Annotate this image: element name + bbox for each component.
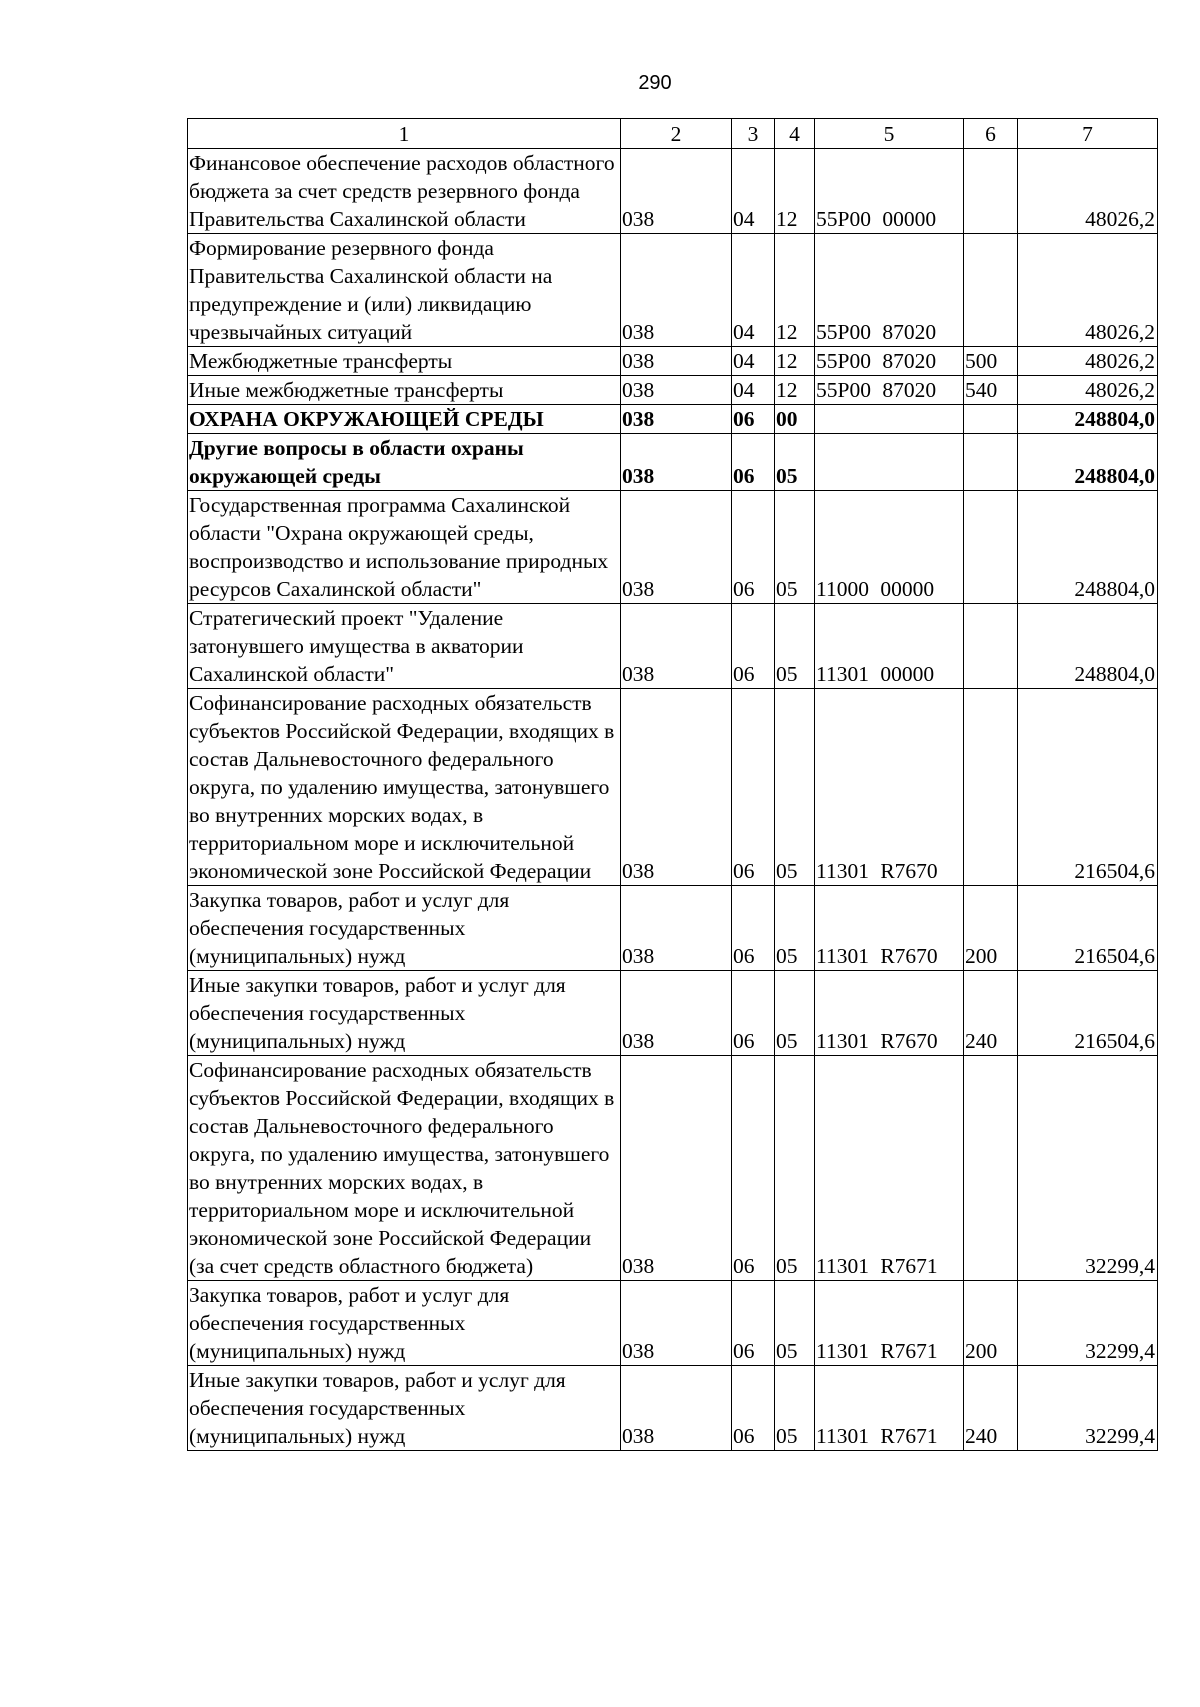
- subsection-code-cell: 05: [775, 1056, 815, 1281]
- table-row: [188, 347, 1158, 376]
- subsection-code-cell: 05: [775, 971, 815, 1056]
- header-cell: 7: [1018, 119, 1158, 149]
- table-header-row: [188, 119, 1158, 149]
- admin-code-cell: 038: [621, 405, 732, 434]
- row-name-cell: ОХРАНА ОКРУЖАЮЩЕЙ СРЕДЫ: [188, 405, 621, 434]
- section-code-cell: 04: [732, 149, 775, 234]
- header-cell: 6: [964, 119, 1018, 149]
- admin-code-cell: 038: [621, 234, 732, 347]
- header-cell: 5: [815, 119, 964, 149]
- target-article-cell: 11000 00000: [815, 491, 964, 604]
- page-number: 290: [638, 72, 672, 94]
- header-cell: 3: [732, 119, 775, 149]
- table-row: [188, 376, 1158, 405]
- expense-type-cell: [964, 491, 1018, 604]
- section-code-cell: 06: [732, 405, 775, 434]
- row-name-cell: Другие вопросы в области охраны окружающей среды: [188, 434, 621, 491]
- header-cell: 4: [775, 119, 815, 149]
- table-row: [188, 1366, 1158, 1451]
- budget-table: [187, 118, 1158, 1451]
- amount-cell: 32299,4: [1018, 1056, 1158, 1281]
- expense-type-cell: [964, 434, 1018, 491]
- section-code-cell: 06: [732, 434, 775, 491]
- admin-code-cell: 038: [621, 1281, 732, 1366]
- target-article-cell: 11301 R7670: [815, 689, 964, 886]
- table-row: [188, 234, 1158, 347]
- amount-cell: 32299,4: [1018, 1366, 1158, 1451]
- subsection-code-cell: 00: [775, 405, 815, 434]
- target-article-cell: 55Р00 87020: [815, 347, 964, 376]
- row-name-cell: Формирование резервного фонда Правительства Сахалинской области на предупреждение и (или) ликвидацию чрезвычайных ситуаций: [188, 234, 621, 347]
- subsection-code-cell: 05: [775, 434, 815, 491]
- target-article-cell: 11301 R7671: [815, 1366, 964, 1451]
- admin-code-cell: 038: [621, 604, 732, 689]
- row-name-cell: Закупка товаров, работ и услуг для обеспечения государственных (муниципальных) нужд: [188, 1281, 621, 1366]
- subsection-code-cell: 12: [775, 234, 815, 347]
- expense-type-cell: [964, 234, 1018, 347]
- table-row: [188, 1281, 1158, 1366]
- header-cell: 1: [188, 119, 621, 149]
- admin-code-cell: 038: [621, 1366, 732, 1451]
- expense-type-cell: 200: [964, 886, 1018, 971]
- expense-type-cell: 500: [964, 347, 1018, 376]
- table-row: [188, 971, 1158, 1056]
- target-article-cell: 55Р00 87020: [815, 376, 964, 405]
- row-name-cell: Софинансирование расходных обязательств субъектов Российской Федерации, входящих в состав Дальневосточного федерального округа, по удалению имущества, затонувшего во внутренних морских водах, в территориальном море и исключительной экономической зоне Российской Федерации: [188, 689, 621, 886]
- table-row: [188, 405, 1158, 434]
- expense-type-cell: 540: [964, 376, 1018, 405]
- amount-cell: 248804,0: [1018, 434, 1158, 491]
- row-name-cell: Государственная программа Сахалинской области "Охрана окружающей среды, воспроизводство и использование природных ресурсов Сахалинской области": [188, 491, 621, 604]
- admin-code-cell: 038: [621, 376, 732, 405]
- table-row: [188, 1056, 1158, 1281]
- row-name-cell: Иные закупки товаров, работ и услуг для обеспечения государственных (муниципальных) нужд: [188, 1366, 621, 1451]
- row-name-cell: Межбюджетные трансферты: [188, 347, 621, 376]
- expense-type-cell: [964, 1056, 1018, 1281]
- section-code-cell: 06: [732, 1056, 775, 1281]
- section-code-cell: 06: [732, 604, 775, 689]
- subsection-code-cell: 12: [775, 149, 815, 234]
- admin-code-cell: 038: [621, 149, 732, 234]
- amount-cell: 216504,6: [1018, 886, 1158, 971]
- subsection-code-cell: 05: [775, 1281, 815, 1366]
- admin-code-cell: 038: [621, 1056, 732, 1281]
- admin-code-cell: 038: [621, 971, 732, 1056]
- table-row: [188, 491, 1158, 604]
- table-row: [188, 689, 1158, 886]
- row-name-cell: Финансовое обеспечение расходов областного бюджета за счет средств резервного фонда Правительства Сахалинской области: [188, 149, 621, 234]
- section-code-cell: 06: [732, 1281, 775, 1366]
- section-code-cell: 06: [732, 971, 775, 1056]
- section-code-cell: 06: [732, 689, 775, 886]
- target-article-cell: 11301 R7671: [815, 1056, 964, 1281]
- amount-cell: 32299,4: [1018, 1281, 1158, 1366]
- section-code-cell: 06: [732, 886, 775, 971]
- section-code-cell: 06: [732, 1366, 775, 1451]
- table-row: [188, 604, 1158, 689]
- expense-type-cell: [964, 604, 1018, 689]
- amount-cell: 248804,0: [1018, 405, 1158, 434]
- amount-cell: 216504,6: [1018, 689, 1158, 886]
- target-article-cell: 11301 R7670: [815, 971, 964, 1056]
- subsection-code-cell: 05: [775, 1366, 815, 1451]
- amount-cell: 248804,0: [1018, 491, 1158, 604]
- subsection-code-cell: 12: [775, 347, 815, 376]
- target-article-cell: 55Р00 00000: [815, 149, 964, 234]
- section-code-cell: 04: [732, 376, 775, 405]
- section-code-cell: 06: [732, 491, 775, 604]
- section-code-cell: 04: [732, 234, 775, 347]
- subsection-code-cell: 05: [775, 604, 815, 689]
- row-name-cell: Софинансирование расходных обязательств субъектов Российской Федерации, входящих в состав Дальневосточного федерального округа, по удалению имущества, затонувшего во внутренних морских водах, в территориальном море и исключительной экономической зоне Российской Федерации (за счет средств областного бюджета): [188, 1056, 621, 1281]
- admin-code-cell: 038: [621, 347, 732, 376]
- admin-code-cell: 038: [621, 689, 732, 886]
- table-row: [188, 886, 1158, 971]
- amount-cell: 48026,2: [1018, 149, 1158, 234]
- expense-type-cell: 200: [964, 1281, 1018, 1366]
- expense-type-cell: [964, 689, 1018, 886]
- admin-code-cell: 038: [621, 886, 732, 971]
- header-cell: 2: [621, 119, 732, 149]
- admin-code-cell: 038: [621, 434, 732, 491]
- subsection-code-cell: 12: [775, 376, 815, 405]
- amount-cell: 248804,0: [1018, 604, 1158, 689]
- subsection-code-cell: 05: [775, 886, 815, 971]
- row-name-cell: Иные межбюджетные трансферты: [188, 376, 621, 405]
- amount-cell: 48026,2: [1018, 376, 1158, 405]
- row-name-cell: Стратегический проект "Удаление затонувшего имущества в акватории Сахалинской области": [188, 604, 621, 689]
- target-article-cell: 11301 00000: [815, 604, 964, 689]
- target-article-cell: 55Р00 87020: [815, 234, 964, 347]
- row-name-cell: Закупка товаров, работ и услуг для обеспечения государственных (муниципальных) нужд: [188, 886, 621, 971]
- target-article-cell: [815, 434, 964, 491]
- expense-type-cell: 240: [964, 1366, 1018, 1451]
- section-code-cell: 04: [732, 347, 775, 376]
- target-article-cell: 11301 R7671: [815, 1281, 964, 1366]
- table-row: [188, 149, 1158, 234]
- amount-cell: 48026,2: [1018, 234, 1158, 347]
- expense-type-cell: [964, 405, 1018, 434]
- subsection-code-cell: 05: [775, 689, 815, 886]
- expense-type-cell: 240: [964, 971, 1018, 1056]
- target-article-cell: 11301 R7670: [815, 886, 964, 971]
- expense-type-cell: [964, 149, 1018, 234]
- target-article-cell: [815, 405, 964, 434]
- subsection-code-cell: 05: [775, 491, 815, 604]
- table-row: [188, 434, 1158, 491]
- row-name-cell: Иные закупки товаров, работ и услуг для обеспечения государственных (муниципальных) нужд: [188, 971, 621, 1056]
- amount-cell: 216504,6: [1018, 971, 1158, 1056]
- amount-cell: 48026,2: [1018, 347, 1158, 376]
- admin-code-cell: 038: [621, 491, 732, 604]
